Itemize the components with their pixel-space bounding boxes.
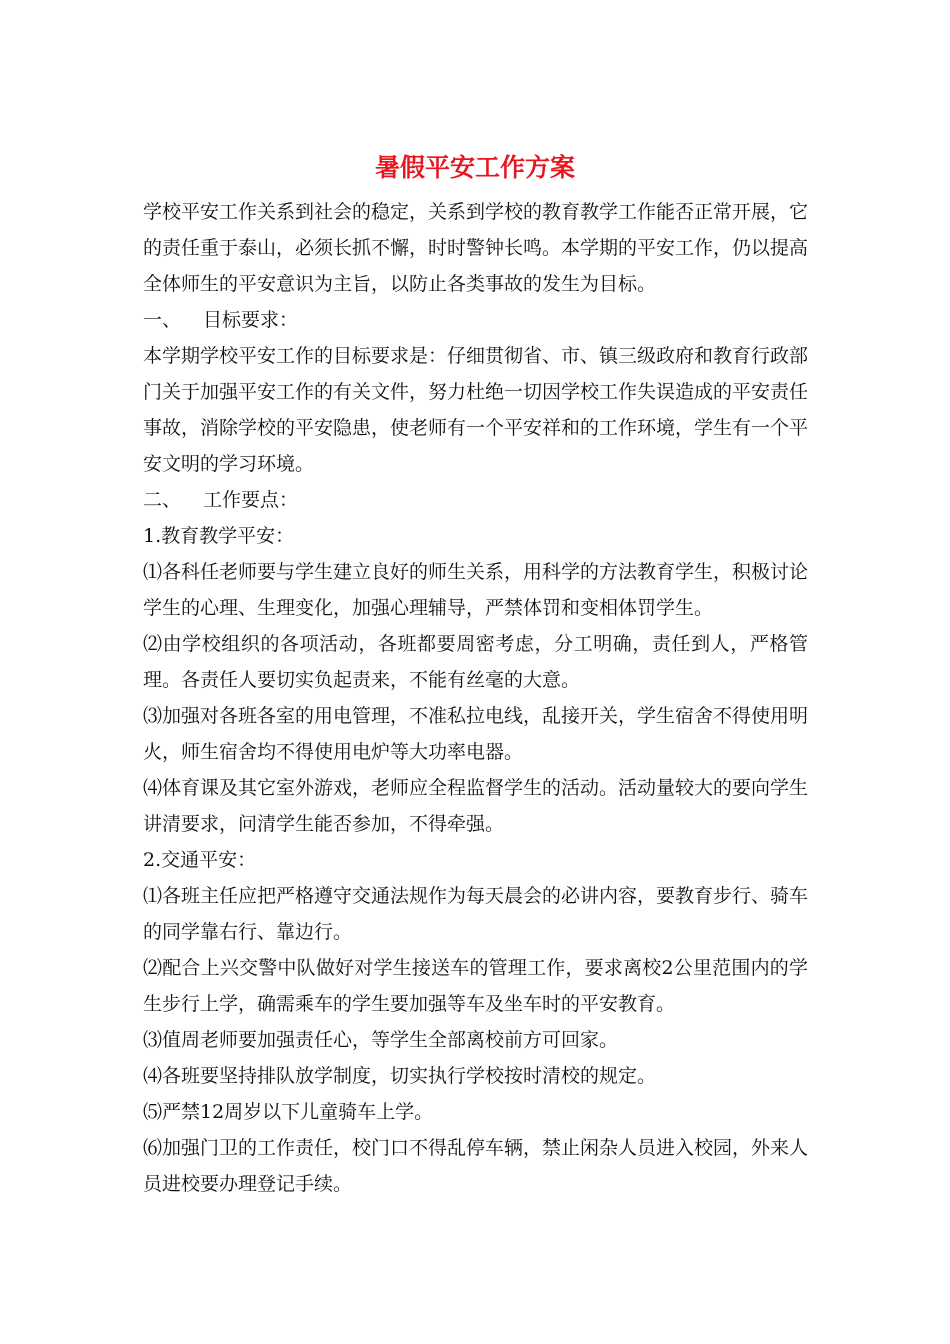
subsection-heading-traffic-safety: 2.交通平安： (143, 849, 257, 871)
document-body (143, 194, 808, 1202)
list-item: ⑴各班主任应把严格遵守交通法规作为每天晨会的必讲内容，要教育步行、骑车的同学靠右行、靠边行。 (143, 885, 809, 943)
list-item: ⑴各科任老师要与学生建立良好的师生关系，用科学的方法教育学生，积极讨论学生的心理、生理变化，加强心理辅导，严禁体罚和变相体罚学生。 (143, 561, 809, 619)
list-item: ⑵配合上兴交警中队做好对学生接送车的管理工作，要求离校2公里范围内的学生步行上学，确需乘车的学生要加强等车及坐车时的平安教育。 (143, 957, 808, 1015)
section-number: 一、 (143, 309, 182, 331)
list-item: ⑸严禁12周岁以下儿童骑车上学。 (143, 1101, 434, 1123)
goals-paragraph: 本学期学校平安工作的目标要求是：仔细贯彻省、市、镇三级政府和教育行政部门关于加强平安工作的有关文件，努力杜绝一切因学校工作失误造成的平安责任事故，消除学校的平安隐患，使老师有一个平安祥和的工作环境，学生有一个平安文明的学习环境。 (143, 345, 809, 475)
section-heading-text: 工作要点： (203, 489, 299, 511)
intro-paragraph: 学校平安工作关系到社会的稳定，关系到学校的教育教学工作能否正常开展，它的责任重于泰山，必须长抓不懈，时时警钟长鸣。本学期的平安工作，仍以提高全体师生的平安意识为主旨，以防止各类事故的发生为目标。 (143, 201, 809, 295)
document-title: 暑假平安工作方案 (374, 153, 575, 182)
section-number: 二、 (143, 489, 182, 511)
list-item: ⑶加强对各班各室的用电管理，不准私拉电线，乱接开关，学生宿舍不得使用明火，师生宿舍均不得使用电炉等大功率电器。 (143, 705, 809, 763)
section-heading-goals (143, 302, 808, 338)
list-item: ⑵由学校组织的各项活动，各班都要周密考虑，分工明确，责任到人，严格管理。各责任人要切实负起责来，不能有丝毫的大意。 (143, 633, 808, 691)
section-heading-key-points (143, 482, 808, 518)
list-item: ⑷各班要坚持排队放学制度，切实执行学校按时清校的规定。 (143, 1065, 657, 1087)
list-item: ⑶值周老师要加强责任心，等学生全部离校前方可回家。 (143, 1029, 619, 1051)
list-item: ⑹加强门卫的工作责任，校门口不得乱停车辆，禁止闲杂人员进入校园，外来人员进校要办理登记手续。 (143, 1137, 809, 1195)
section-heading-text: 目标要求： (203, 309, 299, 331)
subsection-heading-teaching-safety: 1.教育教学平安： (143, 525, 295, 547)
list-item: ⑷体育课及其它室外游戏，老师应全程监督学生的活动。活动量较大的要向学生讲清要求，问清学生能否参加，不得牵强。 (143, 777, 809, 835)
